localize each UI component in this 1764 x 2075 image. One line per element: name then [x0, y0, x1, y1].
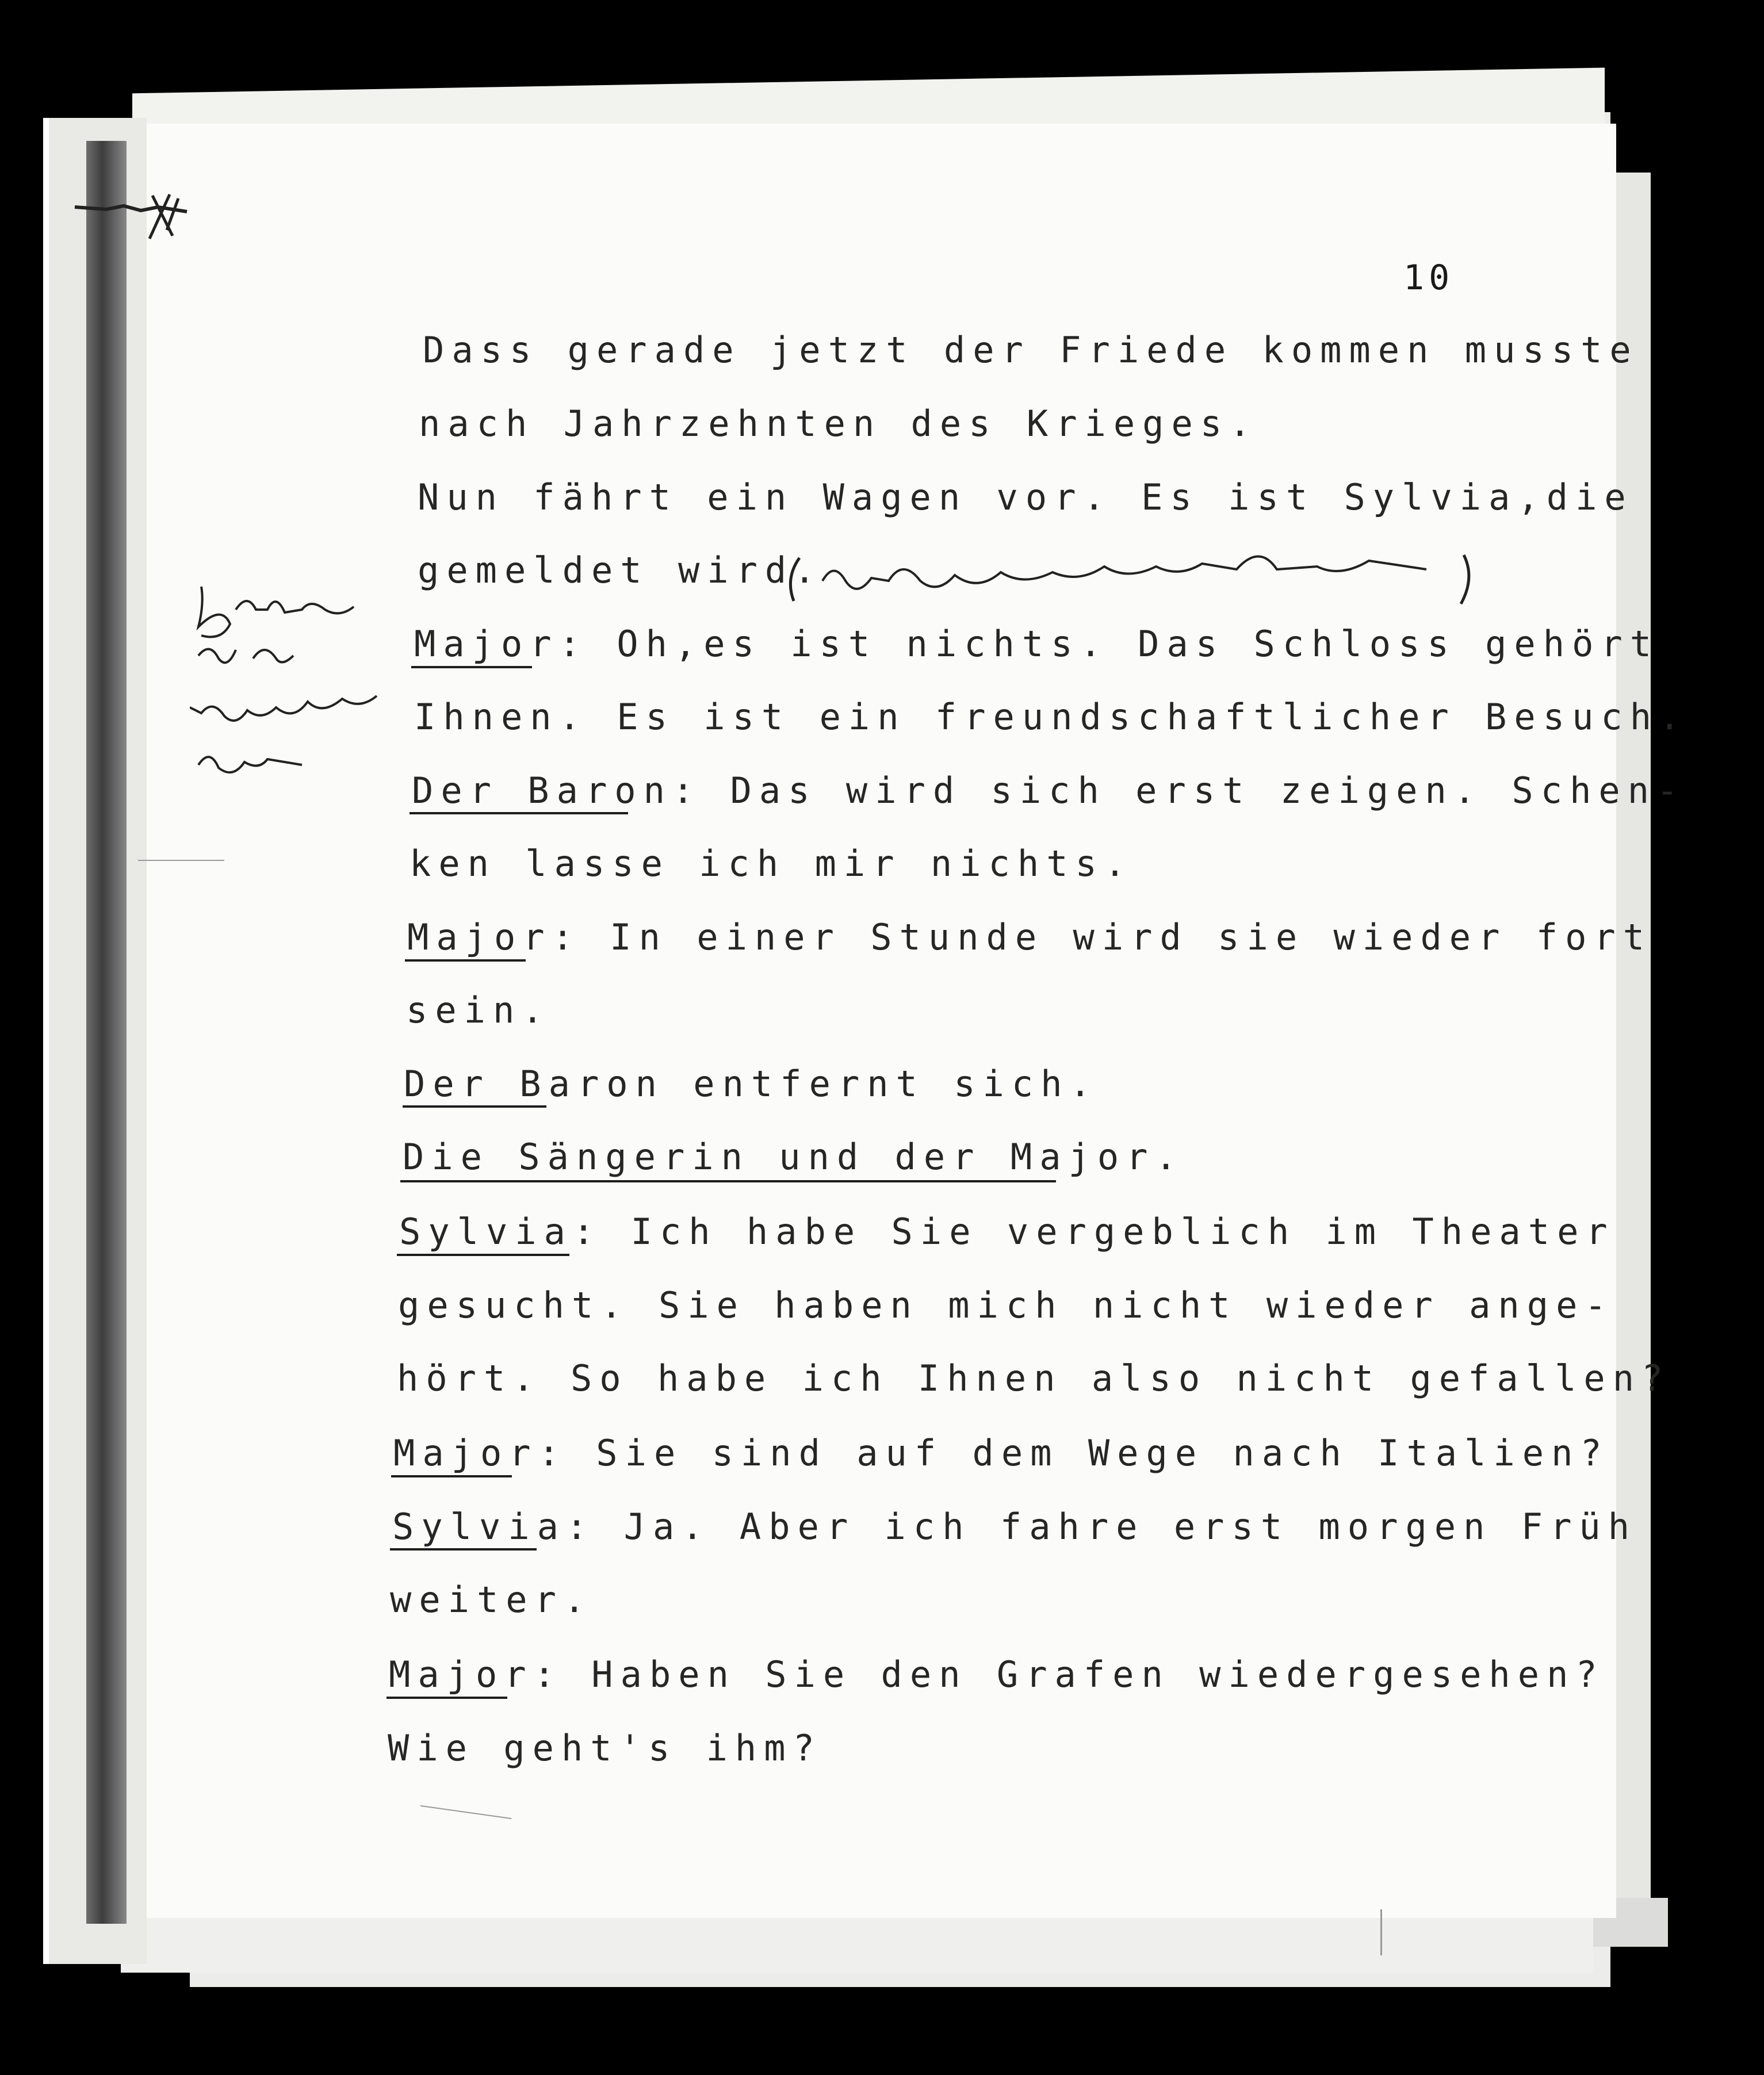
text-line: gemeldet wird.: [418, 549, 823, 591]
text-line: Major: Haben Sie den Grafen wiedergesehen?: [389, 1653, 1605, 1695]
text-line: Die Sängerin und der Major.: [403, 1136, 1184, 1178]
stage-direction-underline: [403, 1105, 546, 1108]
binding-shadow: [86, 141, 127, 1924]
text-line: hört. So habe ich Ihnen also nicht gefallen?: [397, 1357, 1671, 1399]
handwritten-insertion: [776, 546, 1484, 610]
text-line: Wie geht's ihm?: [388, 1727, 822, 1769]
page-number: 10: [1403, 258, 1455, 298]
document-page: [121, 124, 1616, 1918]
speaker-underline: [397, 1254, 569, 1256]
speaker-underline: [405, 959, 526, 962]
pencil-mark: [138, 860, 224, 861]
speaker-underline: [387, 1697, 507, 1699]
text-line: Nun fährt ein Wagen vor. Es ist Sylvia,die: [418, 476, 1633, 518]
speaker-underline: [390, 1548, 537, 1550]
handwritten-margin-note: [190, 575, 385, 794]
text-line: Ihnen. Es ist ein freundschaftlicher Besuch.: [414, 696, 1688, 738]
text-line: nach Jahrzehnten des Krieges.: [419, 403, 1258, 445]
text-line: Der Baron: Das wird sich erst zeigen. Schen-: [412, 769, 1686, 811]
text-line: Sylvia: Ja. Aber ich fahre erst morgen Früh: [392, 1506, 1637, 1548]
corner-scribble-mark: [72, 190, 210, 247]
text-line: Dass gerade jetzt der Friede kommen musste: [423, 329, 1639, 371]
stage-direction-underline: [400, 1180, 1056, 1182]
text-line: gesucht. Sie haben mich nicht wieder ange-: [398, 1284, 1614, 1326]
text-line: Der Baron entfernt sich.: [404, 1063, 1099, 1105]
text-line: sein.: [406, 989, 551, 1031]
speaker-underline: [391, 1475, 512, 1477]
text-line: Sylvia: Ich habe Sie vergeblich im Theater: [399, 1211, 1615, 1253]
text-line: weiter.: [390, 1579, 593, 1621]
binding-edge: [43, 118, 49, 1964]
text-line: Major: In einer Stunde wird sie wieder fort: [407, 916, 1652, 958]
text-line: Major: Sie sind auf dem Wege nach Italien?: [393, 1432, 1609, 1474]
text-line: Major: Oh,es ist nichts. Das Schloss gehört: [414, 623, 1659, 665]
binding-strip: [43, 118, 147, 1964]
pencil-mark: [1380, 1909, 1382, 1955]
text-line: ken lasse ich mir nichts.: [410, 843, 1134, 885]
speaker-underline: [411, 666, 532, 668]
speaker-underline: [410, 812, 628, 814]
